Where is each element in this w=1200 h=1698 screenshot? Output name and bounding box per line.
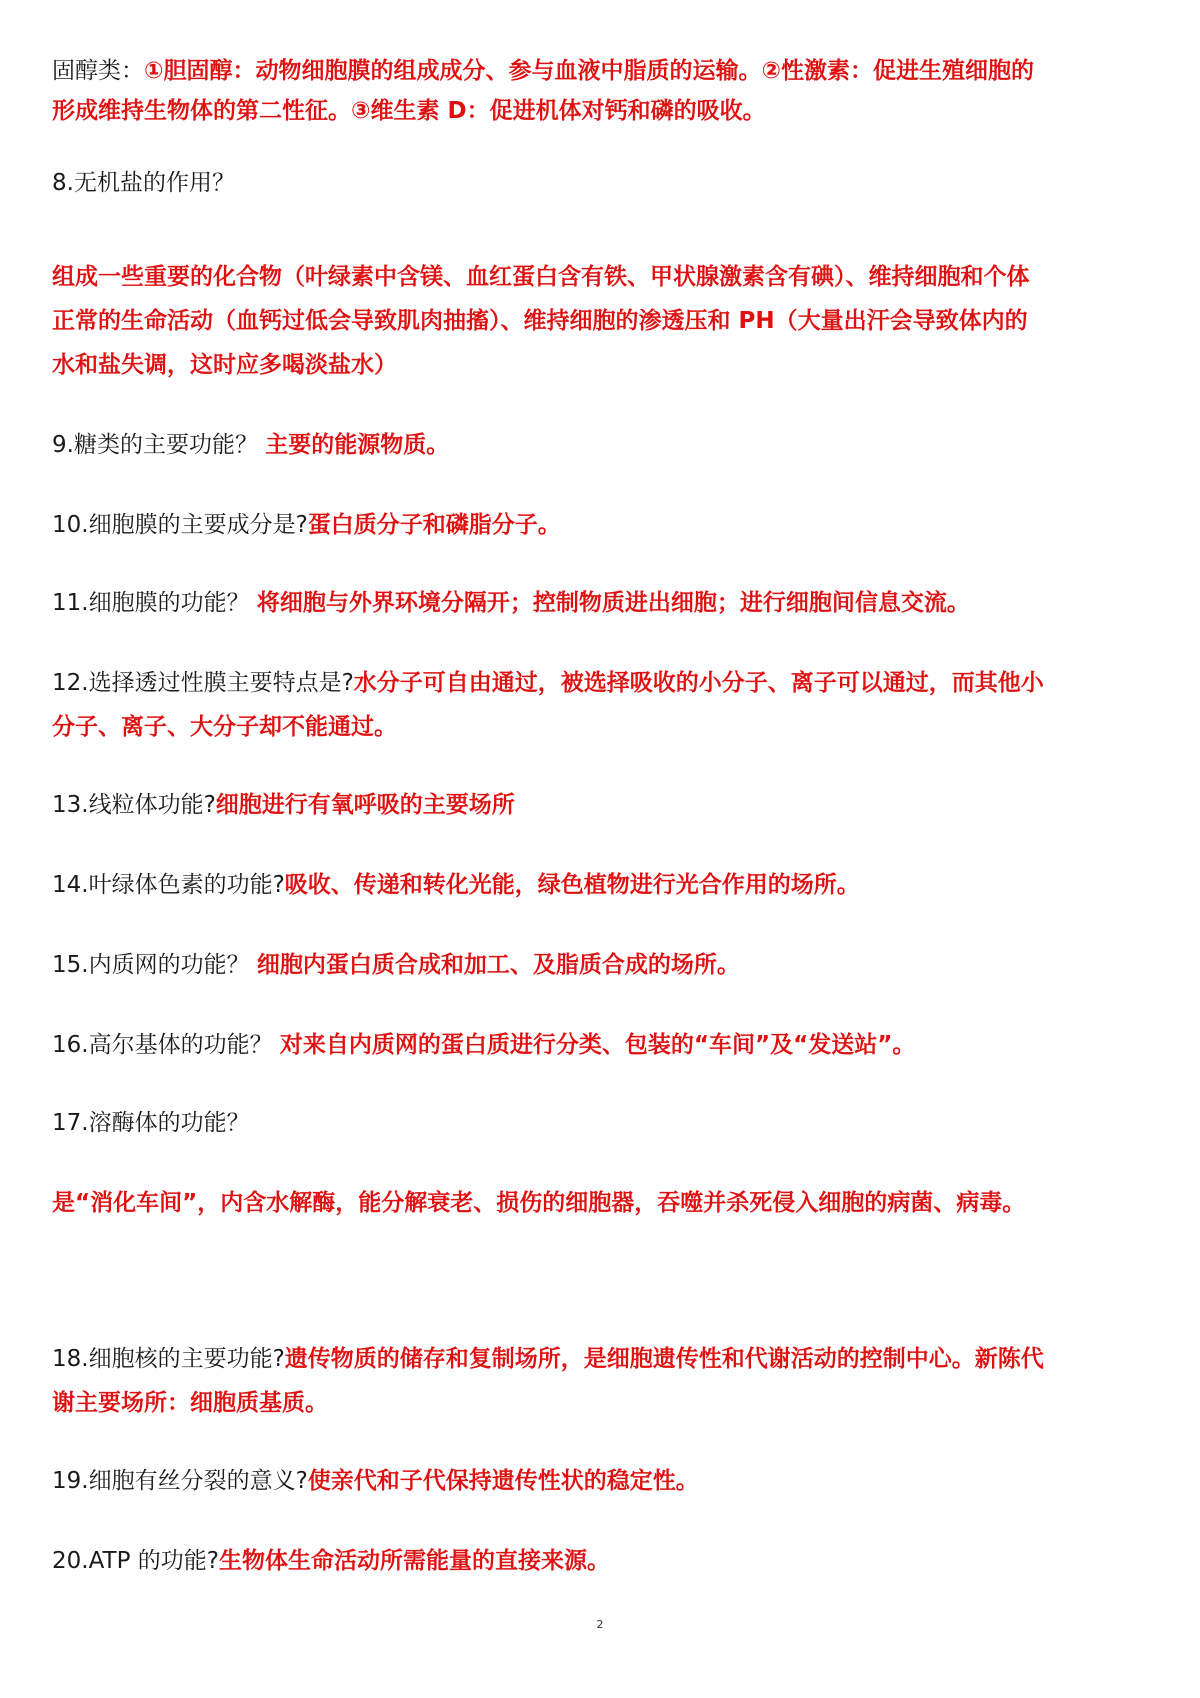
text-line	[52, 56, 1160, 86]
answer-text: 细胞内蛋白质合成和加工、及脂质合成的场所。	[256, 952, 740, 978]
answer-text: 是“消化车间”，内含水解酶，能分解衰老、损伤的细胞器，吞噬并杀死侵入细胞的病菌、病毒。	[52, 1190, 1026, 1216]
question-text: 18.细胞核的主要功能?	[52, 1346, 285, 1372]
answer-text: 遗传物质的储存和复制场所，是细胞遗传性和代谢活动的控制中心。新陈代	[284, 1346, 1044, 1372]
question-text: 20.ATP 的功能?	[52, 1548, 219, 1574]
text-line	[52, 790, 1160, 820]
text-line	[52, 870, 1160, 900]
answer-text: 将细胞与外界环境分隔开；控制物质进出细胞；进行细胞间信息交流。	[256, 590, 970, 616]
answer-text: 水分子可自由通过，被选择吸收的小分子、离子可以通过，而其他小	[353, 670, 1044, 696]
text-line	[52, 262, 1160, 292]
question-text: 15.内质网的功能？	[52, 952, 257, 978]
text-line	[52, 668, 1160, 698]
question-text: 16.高尔基体的功能？	[52, 1032, 280, 1058]
question-text: 12.选择透过性膜主要特点是?	[52, 670, 354, 696]
text-line	[52, 168, 1160, 198]
text-line	[52, 712, 1160, 742]
question-text: 9.糖类的主要功能？	[52, 432, 266, 458]
answer-text: ①胆固醇：动物细胞膜的组成成分、参与血液中脂质的运输。②性激素：促进生殖细胞的	[144, 58, 1034, 84]
text-line	[52, 350, 1160, 380]
answer-text: 对来自内质网的蛋白质进行分类、包装的“车间”及“发送站”。	[279, 1032, 916, 1058]
text-line	[52, 1344, 1160, 1374]
answer-text: 谢主要场所：细胞质基质。	[52, 1390, 328, 1416]
text-line	[52, 510, 1160, 540]
text-line	[52, 430, 1160, 460]
text-line	[52, 1108, 1160, 1138]
question-text: 8.无机盐的作用？	[52, 170, 235, 196]
answer-text: 形成维持生物体的第二性征。③维生素 D：促进机体对钙和磷的吸收。	[52, 98, 766, 124]
answer-text: 生物体生命活动所需能量的直接来源。	[218, 1548, 610, 1574]
answer-text: 细胞进行有氧呼吸的主要场所	[215, 792, 515, 818]
text-line	[52, 1466, 1160, 1496]
question-text: 19.细胞有丝分裂的意义?	[52, 1468, 308, 1494]
question-text: 14.叶绿体色素的功能?	[52, 872, 285, 898]
answer-text: 分子、离子、大分子却不能通过。	[52, 714, 397, 740]
answer-text: 正常的生命活动（血钙过低会导致肌肉抽搐）、维持细胞的渗透压和 PH（大量出汗会导致体内的	[52, 308, 1028, 334]
text-line	[52, 950, 1160, 980]
text-line	[52, 1188, 1160, 1218]
question-text: 17.溶酶体的功能？	[52, 1110, 250, 1136]
text-line	[52, 1030, 1160, 1060]
answer-text: 蛋白质分子和磷脂分子。	[307, 512, 561, 538]
text-line	[52, 1546, 1160, 1576]
answer-text: 使亲代和子代保持遗传性状的稳定性。	[307, 1468, 699, 1494]
text-line	[52, 306, 1160, 336]
question-text: 固醇类：	[52, 58, 144, 84]
text-line	[52, 96, 1160, 126]
text-line	[52, 588, 1160, 618]
answer-text: 组成一些重要的化合物（叶绿素中含镁、血红蛋白含有铁、甲状腺激素含有碘）、维持细胞和个体	[52, 264, 1030, 290]
question-text: 10.细胞膜的主要成分是?	[52, 512, 308, 538]
text-line	[52, 1388, 1160, 1418]
page-number: 2	[596, 1618, 604, 1631]
question-text: 11.细胞膜的功能？	[52, 590, 257, 616]
question-text: 13.线粒体功能?	[52, 792, 216, 818]
answer-text: 水和盐失调，这时应多喝淡盐水）	[52, 352, 397, 378]
answer-text: 主要的能源物质。	[265, 432, 450, 458]
answer-text: 吸收、传递和转化光能，绿色植物进行光合作用的场所。	[284, 872, 860, 898]
